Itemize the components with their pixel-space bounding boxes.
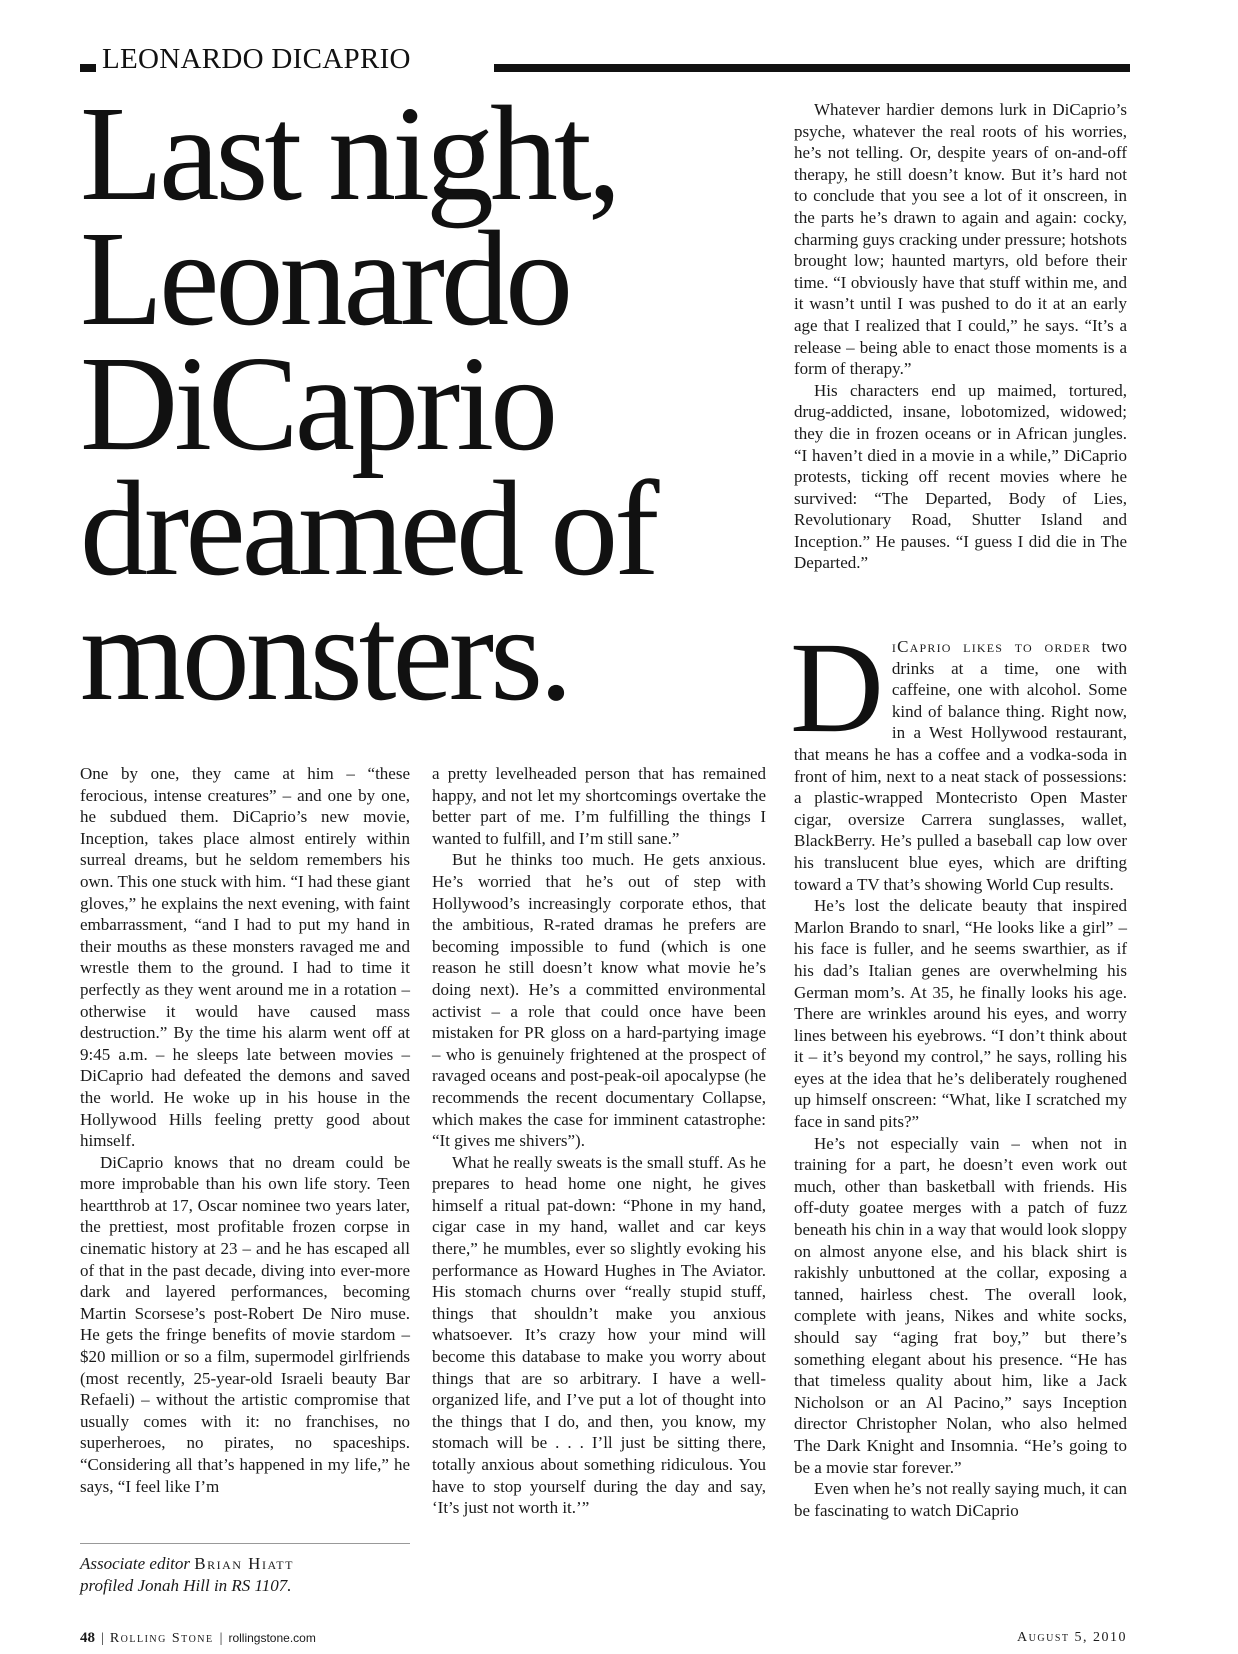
article-column-1: [80, 763, 410, 1497]
paragraph: What he really sweats is the small stuff. As he prepares to head home one night, he gives himself a ritual pat-down: “Phone in my hand, cigar case in my hand, wallet and car keys there,” he mumbles, ever so slightly evoking his performance as Howard Hughes in The Aviator. His stomach churns over “really stupid stuff, things that shouldn’t make you anxious whatsoever. It’s crazy how your mind will become this database to make you worry about things that are so arbitrary. I have a well-organized life, and I’ve put a lot of thought into the things that I do, and then, you know, my stomach will be . . . I’ll just be sitting there, totally anxious about something ridiculous. You have to stop yourself during the day and say, ‘It’s just not worth it.’”: [432, 1152, 766, 1518]
paragraph: Whatever hardier demons lurk in DiCaprio’s psyche, whatever the real roots of his worries, he’s not telling. Or, despite years of on-and-off therapy, he still doesn’t know. But it’s hard not to conclude that you see a lot of it onscreen, in the parts he’s drawn to again and again: cocky, charming guys cracking under pressure; hotshots brought low; haunted martyrs, old before their time. “I obviously have that stuff within me, and it wasn’t until I was pushed to do it at an early age that I realized that I could,” he says. “It’s a release – being able to enact those moments is a form of therapy.”: [794, 100, 1127, 379]
paragraph: Even when he’s not really saying much, it can be fascinating to watch DiCaprio: [794, 1479, 1127, 1520]
page-footer: 48 | Rolling Stone | rollingstone.com August 5, 2010: [80, 1630, 1127, 1646]
issue-date: August 5, 2010: [1017, 1630, 1127, 1645]
drop-cap: D: [790, 616, 884, 760]
headline: Last night, Leonardo DiCaprio dreamed of monsters.: [80, 79, 656, 729]
attribution-suffix: profiled Jonah Hill in RS 1107.: [80, 1575, 292, 1595]
section-kicker: LEONARDO DICAPRIO: [102, 43, 411, 75]
kicker-right-rule: [494, 64, 1130, 72]
lead-in-smallcaps: iCaprio likes to order: [891, 637, 1092, 656]
page-number: 48: [80, 1630, 95, 1646]
paragraph: He’s lost the delicate beauty that inspired Marlon Brando to snarl, “He looks like a girl” – his face is fuller, and he seems swarthier, as if his dad’s Italian genes are overwhelming his German mom’s. At 35, he finally looks his age. There are wrinkles around his eyes, and worry lines between his eyebrows. “I don’t think about it – it’s beyond my control,” he says, rolling his eyes at the idea that he’s deliberately roughened up himself onscreen: “What, like I scratched my face in sand pits?”: [794, 896, 1127, 1132]
author-attribution: [80, 1553, 410, 1596]
paragraph: DiCaprio knows that no dream could be more improbable than his own life story. Teen heartthrob at 17, Oscar nominee two years later, the prettiest, most profitable frozen corpse in cinematic history at 23 – and he has escaped all of that in the past decade, diving into ever-more dark and layered performances, becoming Martin Scorsese’s post-Robert De Niro muse. He gets the fringe benefits of movie stardom – $20 million or so a film, supermodel girlfriends (most recently, 25-year-old Israeli beauty Bar Refaeli) – without the artistic compromise that usually comes with it: no franchises, no superheroes, no pirates, no spaceships. “Considering all that’s happened in my life,” he says, “I feel like I’m: [80, 1152, 410, 1496]
paragraph-text: two drinks at a time, one with caffeine, one with alcohol. Some kind of balance thing. Right now, in a West Hollywood restaurant, that means he has a coffee and a vodka-soda in front of him, next to a neat stack of possessions: a plastic-wrapped Montecristo Open Master cigar, oversize Carrera sunglasses, wallet, BlackBerry. He’s pulled a baseball cap low over his translucent blue eyes, which are drifting toward a TV that’s showing World Cup results.: [794, 637, 1128, 894]
kicker-left-rule: [80, 64, 96, 72]
paragraph: He’s not especially vain – when not in training for a part, he doesn’t even work out much, other than basketball with friends. His off-duty goatee merges with a patch of fuzz beneath his chin in a way that would look sloppy on almost anyone else, and his black shirt is rakishly unbuttoned at the collar, exposing a tanned, hairless chest. The overall look, complete with jeans, Nikes and white socks, should say “aging frat boy,” but there’s something elegant about his presence. “He has that timeless quality about him, like a Jack Nicholson or an Al Pacino,” says Inception director Christopher Nolan, who also helmed The Dark Knight and Insomnia. “He’s going to be a movie star forever.”: [794, 1133, 1127, 1477]
dropcap-paragraph: [790, 616, 1128, 895]
article-column-3-top: [794, 99, 1127, 574]
paragraph: a pretty levelheaded person that has remained happy, and not let my shortcomings overtake the better part of me. I’m fulfilling the things I wanted to fulfill, and I’m still sane.”: [432, 764, 766, 848]
paragraph: One by one, they came at him – “these ferocious, intense creatures” – and one by one, he subdued them. DiCaprio’s new movie, Inception, takes place almost entirely within surreal dreams, but he seldom remembers his own. This one stuck with him. “I had these giant gloves,” he explains the next evening, with faint embarrassment, “and I had to put my hand in their mouths as these monsters ravaged me and wrestle them to the ground. I had to time it perfectly as they went around me in a rotation – otherwise it would have caused mass destruction.” By the time his alarm went off at 9:45 a.m. – he sleeps late between movies – DiCaprio had defeated the demons and saved the world. He woke up in his house in the Hollywood Hills feeling pretty good about himself.: [80, 764, 410, 1151]
paragraph: His characters end up maimed, tortured, drug-addicted, insane, lobotomized, widowed; they die in frozen oceans or in African jungles. “I haven’t died in a movie in a while,” DiCaprio protests, ticking off recent movies where he survived: “The Departed, Body of Lies, Revolutionary Road, Shutter Island and Inception.” He pauses. “I guess I did die in The Departed.”: [794, 380, 1127, 573]
magazine-name: Rolling Stone: [109, 1631, 214, 1646]
article-column-2: [432, 763, 766, 1519]
magazine-url: rollingstone.com: [228, 1631, 316, 1645]
attribution-divider: [80, 1543, 410, 1544]
author-name: Brian Hiatt: [194, 1554, 294, 1573]
paragraph: But he thinks too much. He gets anxious. He’s worried that he’s out of step with Hollywood’s increasingly corporate ethos, that the ambitious, R-rated dramas he prefers are becoming impossible to fund (which is one reason he still doesn’t know what movie he’s doing next). He’s a committed environmental activist – a role that could once have been mistaken for PR gloss on a hard-partying image – who is genuinely frightened at the prospect of ravaged oceans and post-peak-oil apocalypse (he recommends the recent documentary Collapse, which makes the case for imminent catastrophe: “It gives me shivers”).: [432, 850, 766, 1151]
attribution-prefix: Associate editor: [80, 1554, 191, 1573]
article-column-3-bottom: [790, 616, 1128, 1521]
section-kicker-bar: [80, 44, 1130, 74]
